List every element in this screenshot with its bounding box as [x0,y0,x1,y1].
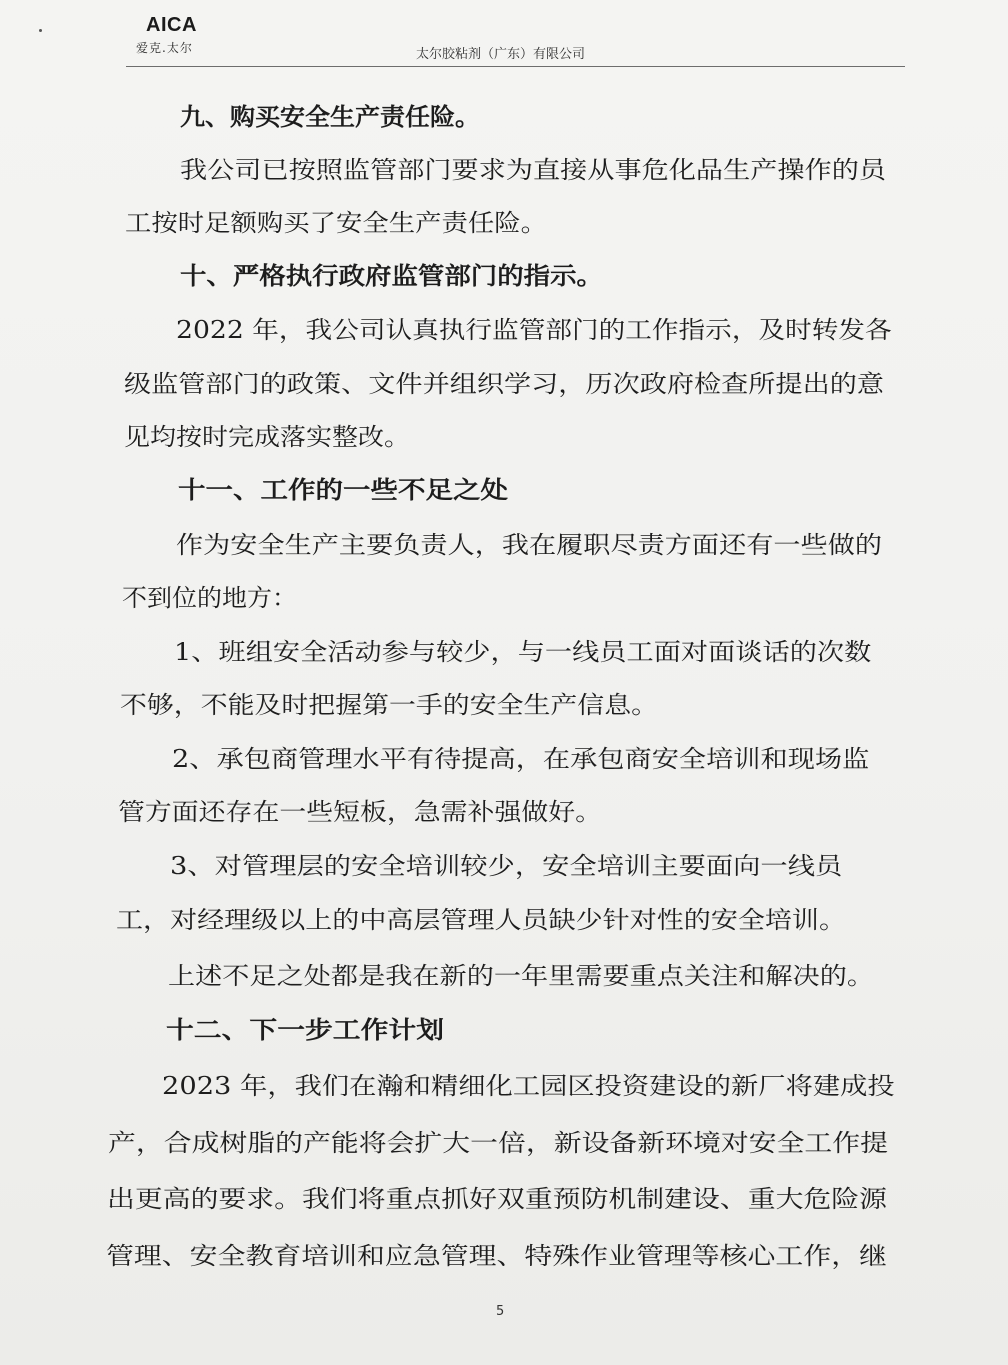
list-item-1: 1、班组安全活动参与较少，与一线员工面对面谈话的次数 [174,638,872,666]
list-item-3: 3、对管理层的安全培训较少，安全培训主要面向一线员 [170,852,843,880]
text-line: 2023 年，我们在瀚和精细化工园区投资建设的新厂将建成投 [162,1072,895,1100]
text-line: 产，合成树脂的产能将会扩大一倍，新设备新环境对安全工作提 [108,1129,888,1157]
company-logo: AICA [146,14,197,36]
text-line: 不到位的地方： [122,584,297,612]
page-number: 5 [496,1304,505,1319]
company-name: 太尔胶粘剂（广东）有限公司 [416,47,586,62]
section-heading-10: 十、严格执行政府监管部门的指示。 [180,261,603,290]
text-line: 2022 年，我公司认真执行监管部门的工作指示，及时转发各 [176,316,892,344]
text-line: 我公司已按照监管部门要求为直接从事危化品生产操作的员 [180,156,886,184]
text-line: 出更高的要求。我们将重点抓好双重预防机制建设、重大危险源 [107,1185,887,1213]
text-line: 见均按时完成落实整改。 [124,423,410,451]
text-line: 上述不足之处都是我在新的一年里需要重点关注和解决的。 [168,962,874,990]
text-line: 作为安全生产主要负责人，我在履职尽责方面还有一些做的 [176,531,882,559]
company-logo-subtitle: 爱克.太尔 [136,41,193,55]
text-line: 级监管部门的政策、文件并组织学习，历次政府检查所提出的意 [124,370,884,398]
section-heading-11: 十一、工作的一些不足之处 [178,475,508,504]
list-item-2: 2、承包商管理水平有待提高，在承包商安全培训和现场监 [172,745,870,773]
section-heading-12: 十二、下一步工作计划 [166,1015,444,1044]
list-item-1-cont: 不够，不能及时把握第一手的安全生产信息。 [120,691,658,719]
page-header [0,0,1008,70]
header-divider [126,66,905,67]
section-heading-9: 九、购买安全生产责任险。 [180,102,480,131]
text-line: 管理、安全教育培训和应急管理、特殊作业管理等核心工作，继 [106,1242,887,1270]
list-item-3-cont: 工，对经理级以上的中高层管理人员缺少针对性的安全培训。 [116,906,846,934]
list-item-2-cont: 管方面还存在一些短板，急需补强做好。 [118,798,602,826]
text-line: 工按时足额购买了安全生产责任险。 [125,209,547,237]
